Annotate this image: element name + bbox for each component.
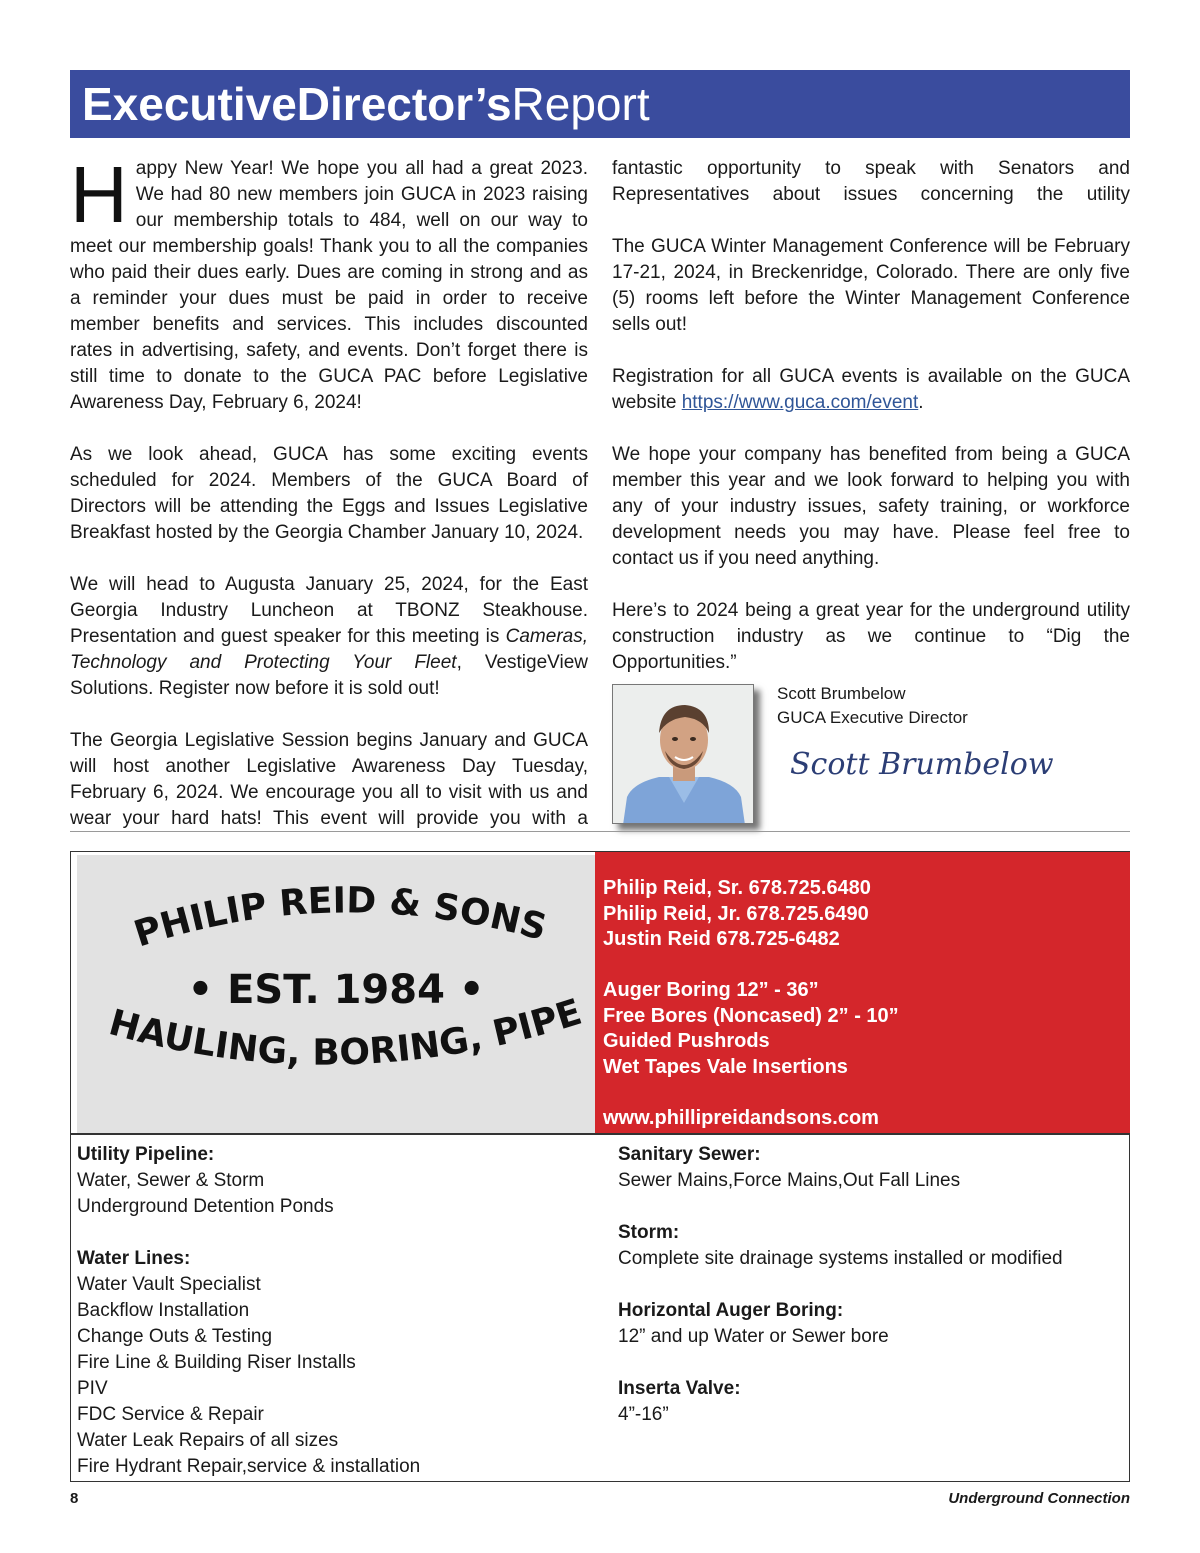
section-divider	[70, 831, 1130, 832]
list-item: Water Leak Repairs of all sizes	[77, 1430, 339, 1451]
paragraph-1-text: appy New Year! We hope you all had a great 2023. We had 80 new members join GUCA in 2023 raising our membership totals to 484, well on our way to meet our membership goals! Thank you to all the companies who paid their dues early. Dues are coming in strong and as a reminder your dues must be paid in order to receive member benefits and services. This includes discounted rates in advertising, safety, and events. Don’t forget there is still time to donate to the GUCA PAC before Legislative Awareness Day, February 6, 2024!	[70, 158, 588, 413]
contact-line: Justin Reid 678.725-6482	[603, 928, 840, 950]
list-item: 4”-16”	[618, 1404, 669, 1425]
list-item: Backflow Installation	[77, 1300, 250, 1321]
paragraph-3	[70, 572, 588, 702]
events-link[interactable]: https://www.guca.com/event	[681, 392, 919, 413]
list-item: 12” and up Water or Sewer bore	[618, 1326, 889, 1347]
sanitary-heading: Sanitary Sewer:	[618, 1144, 761, 1165]
list-item: Fire Line & Building Riser Installs	[77, 1352, 356, 1373]
paragraph-4-overflow: fantastic opportunity to speak with Senators and Representatives about issues concerning the utility	[612, 158, 1130, 205]
paragraph-1	[70, 150, 588, 416]
list-item: Sewer Mains,Force Mains,Out Fall Lines	[618, 1170, 961, 1191]
paragraph-2: As we look ahead, GUCA has some exciting events scheduled for 2024. Members of the GUCA Board of Directors will be attending the Eggs and Issues Legislative Breakfast hosted by the Georgia Chamber January 10, 2024.	[70, 444, 588, 543]
auger-heading: Horizontal Auger Boring:	[618, 1300, 844, 1321]
advertisement	[70, 851, 1130, 1482]
article-column-left	[70, 150, 588, 832]
logo-established: • EST. 1984 •	[187, 967, 485, 1013]
logo-graphic	[77, 855, 595, 1133]
logo-company-name: PHILIP REID & SONS	[129, 880, 551, 956]
paragraph-6-end: .	[918, 392, 924, 413]
services-list-left	[77, 1142, 577, 1480]
list-item: Change Outs & Testing	[77, 1326, 273, 1347]
list-item: Complete site drainage systems installed or modified	[618, 1248, 1063, 1269]
handwritten-signature	[786, 738, 1056, 788]
signature-script: Scott Brumbelow	[790, 747, 1054, 782]
title-light: Report	[511, 78, 650, 130]
paragraph-6-start: Registration for all GUCA events is available on the GUCA website	[612, 366, 1130, 413]
article-column-right	[612, 156, 1130, 676]
logo-services: HAULING, BORING, PIPE	[104, 991, 587, 1074]
paragraph-3-italic: Cameras, Technology and Protecting Your Fleet	[70, 626, 588, 673]
signature-block	[777, 682, 968, 730]
ad-divider	[71, 1133, 1129, 1135]
paragraph-4: The Georgia Legislative Session begins January and GUCA will host another Legislative Awareness Day Tuesday, February 6, 2024. We encourage you all to visit with us and wear your hard hats! This event will provide you with a	[70, 730, 588, 829]
list-item: Fire Hydrant Repair,service & installation	[77, 1456, 421, 1477]
company-website[interactable]: www.phillipreidandsons.com	[603, 1106, 879, 1129]
list-item: FDC Service & Repair	[77, 1404, 264, 1425]
paragraph-3-start: We will head to Augusta January 25, 2024, for the East Georgia Industry Luncheon at TBONZ Steakhouse. Presentation and guest speaker for this meeting is	[70, 574, 588, 647]
paragraph-8: Here’s to 2024 being a great year for the underground utility construction industry as we continue to “Dig the Opportunities.”	[612, 600, 1130, 673]
portrait-image	[613, 685, 754, 824]
paragraph-6	[612, 364, 1130, 416]
inserta-heading: Inserta Valve:	[618, 1378, 741, 1399]
signer-name: Scott Brumbelow	[777, 684, 906, 703]
paragraph-5: The GUCA Winter Management Conference will be February 17-21, 2024, in Breckenridge, Colorado. There are only five (5) rooms left before the Winter Management Conference sells out!	[612, 236, 1130, 335]
utility-heading: Utility Pipeline:	[77, 1144, 215, 1165]
page-title	[82, 76, 650, 132]
service-line: Auger Boring 12” - 36”	[603, 979, 819, 1001]
publication-name: Underground Connection	[948, 1490, 1130, 1507]
water-heading: Water Lines:	[77, 1248, 191, 1269]
paragraph-4-continued	[612, 156, 1130, 208]
contact-panel	[595, 852, 1130, 1133]
service-line: Wet Tapes Vale Insertions	[603, 1055, 848, 1078]
title-banner	[70, 70, 1130, 138]
company-logo	[77, 855, 595, 1133]
service-line: Free Bores (Noncased) 2” - 10”	[603, 1004, 899, 1027]
contact-line: Philip Reid, Jr. 678.725.6490	[603, 902, 869, 925]
service-line: Guided Pushrods	[603, 1030, 770, 1052]
drop-cap: H	[70, 150, 128, 239]
director-photo	[612, 684, 754, 824]
paragraph-7: We hope your company has benefited from being a GUCA member this year and we look forward to helping you with any of your industry issues, safety training, or workforce development needs you may have. Please feel free to contact us if you need anything.	[612, 444, 1130, 569]
list-item: PIV	[77, 1378, 108, 1399]
services-list-right	[618, 1142, 1118, 1428]
paragraph-3-end: , VestigeView Solutions. Register now before it is sold out!	[70, 652, 588, 699]
list-item: Water, Sewer & Storm	[77, 1170, 265, 1191]
page-number: 8	[70, 1490, 79, 1507]
title-bold: ExecutiveDirector’s	[82, 78, 512, 130]
storm-heading: Storm:	[618, 1222, 680, 1243]
contact-line: Philip Reid, Sr. 678.725.6480	[603, 877, 871, 899]
list-item: Water Vault Specialist	[77, 1274, 261, 1295]
signer-title: GUCA Executive Director	[777, 708, 968, 727]
list-item: Underground Detention Ponds	[77, 1196, 334, 1217]
